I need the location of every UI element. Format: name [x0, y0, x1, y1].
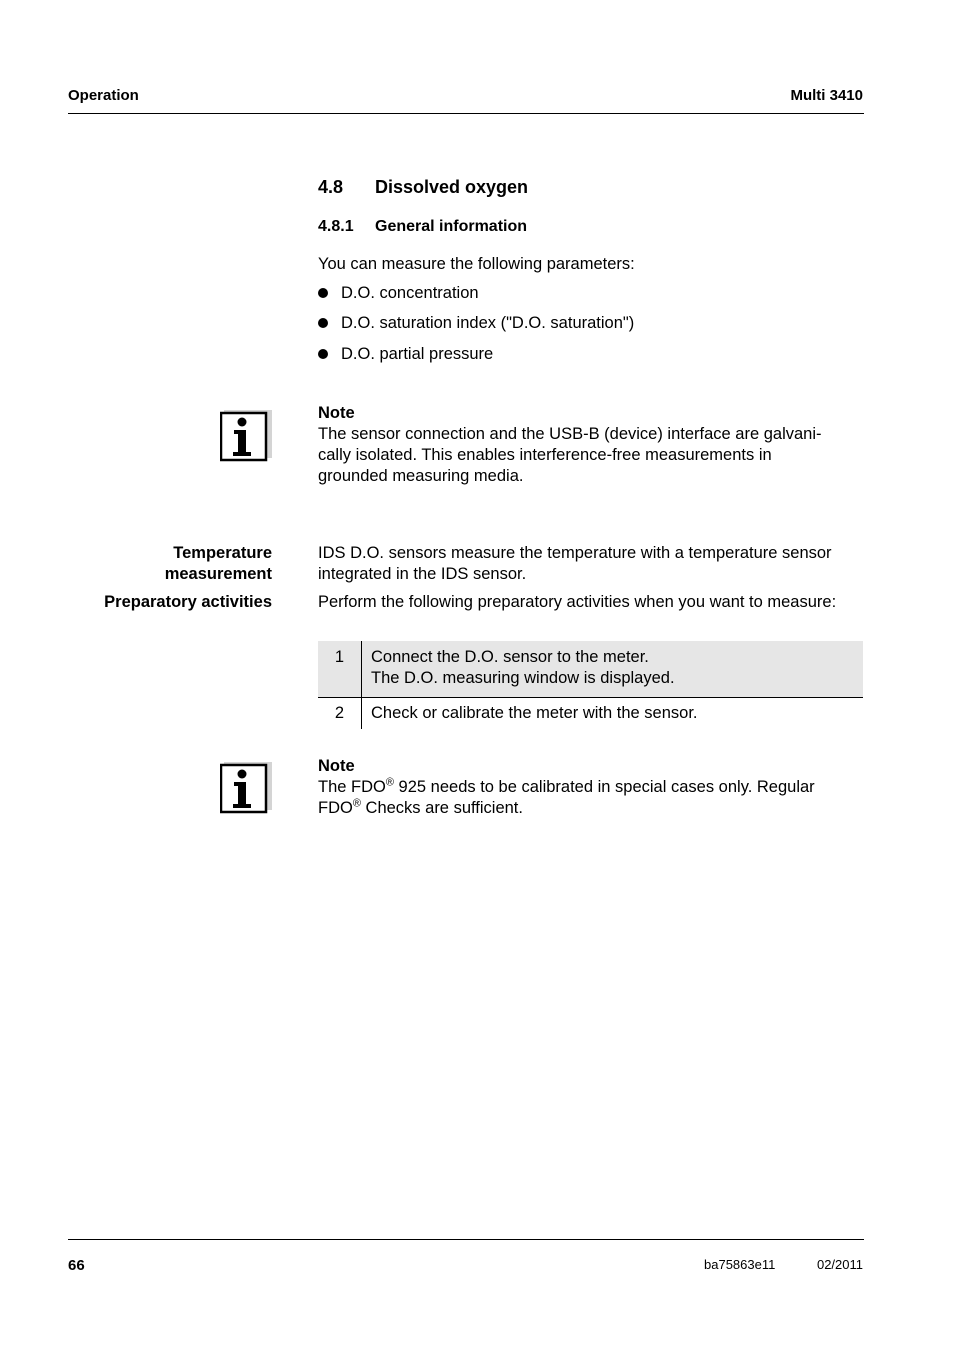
- footer-doc-id: ba75863e11: [704, 1257, 776, 1272]
- section-number: 4.8: [318, 177, 344, 197]
- section-title: Dissolved oxygen: [375, 177, 529, 197]
- step-number: 1: [318, 641, 362, 698]
- note-text-segment: FDO: [318, 799, 353, 817]
- preparatory-text: Perform the following preparatory activities when you want to measure:: [318, 593, 837, 611]
- bullet-icon: [318, 288, 328, 298]
- page-number: 66: [68, 1257, 85, 1274]
- step-text: [362, 641, 864, 698]
- header-doc-title: Multi 3410: [790, 87, 863, 104]
- bullet-icon: [318, 349, 328, 359]
- intro-text: You can measure the following parameters:: [318, 255, 635, 273]
- step-number: 2: [318, 698, 362, 730]
- note-text-line: [318, 777, 815, 798]
- step-text: [362, 698, 864, 730]
- note-text-line: [318, 798, 523, 819]
- header-rule: [68, 113, 864, 114]
- info-icon: [220, 410, 272, 462]
- note-text-line: The sensor connection and the USB-B (device) interface are galvani-: [318, 425, 822, 443]
- side-label-temperature: measurement: [164, 565, 272, 583]
- note-text-line: cally isolated. This enables interference-free measurements in: [318, 446, 772, 464]
- temperature-text-line: integrated in the IDS sensor.: [318, 565, 527, 583]
- side-label-preparatory: Preparatory activities: [104, 593, 272, 611]
- steps-table: [318, 641, 863, 729]
- list-item: D.O. concentration: [341, 284, 479, 302]
- subsection-number: 4.8.1: [318, 218, 354, 235]
- table-row: [318, 641, 863, 698]
- note-text-segment: Checks are sufficient.: [360, 799, 523, 817]
- registered-mark: ®: [385, 776, 394, 789]
- list-item: D.O. partial pressure: [341, 345, 494, 363]
- bullet-icon: [318, 318, 328, 328]
- temperature-text-line: IDS D.O. sensors measure the temperature with a temperature sensor: [318, 544, 832, 562]
- note-title: Note: [318, 757, 355, 775]
- footer-rule: [68, 1239, 864, 1240]
- info-icon: [220, 762, 272, 814]
- list-item: D.O. saturation index ("D.O. saturation"): [341, 314, 635, 332]
- note-title: Note: [318, 404, 355, 422]
- step-text-line: Check or calibrate the meter with the sensor.: [371, 704, 698, 722]
- note-text-segment: The FDO: [318, 778, 386, 796]
- registered-mark: ®: [352, 797, 361, 810]
- subsection-title: General information: [375, 218, 528, 235]
- header-section: Operation: [68, 87, 139, 104]
- note-text-line: grounded measuring media.: [318, 467, 524, 485]
- note-text-segment: 925 needs to be calibrated in special cases only. Regular: [393, 778, 815, 796]
- footer-date: 02/2011: [816, 1257, 863, 1272]
- step-text-line: The D.O. measuring window is displayed.: [371, 669, 675, 687]
- table-row: [318, 698, 863, 730]
- step-text-line: Connect the D.O. sensor to the meter.: [371, 648, 649, 666]
- side-label-temperature: Temperature: [173, 544, 272, 562]
